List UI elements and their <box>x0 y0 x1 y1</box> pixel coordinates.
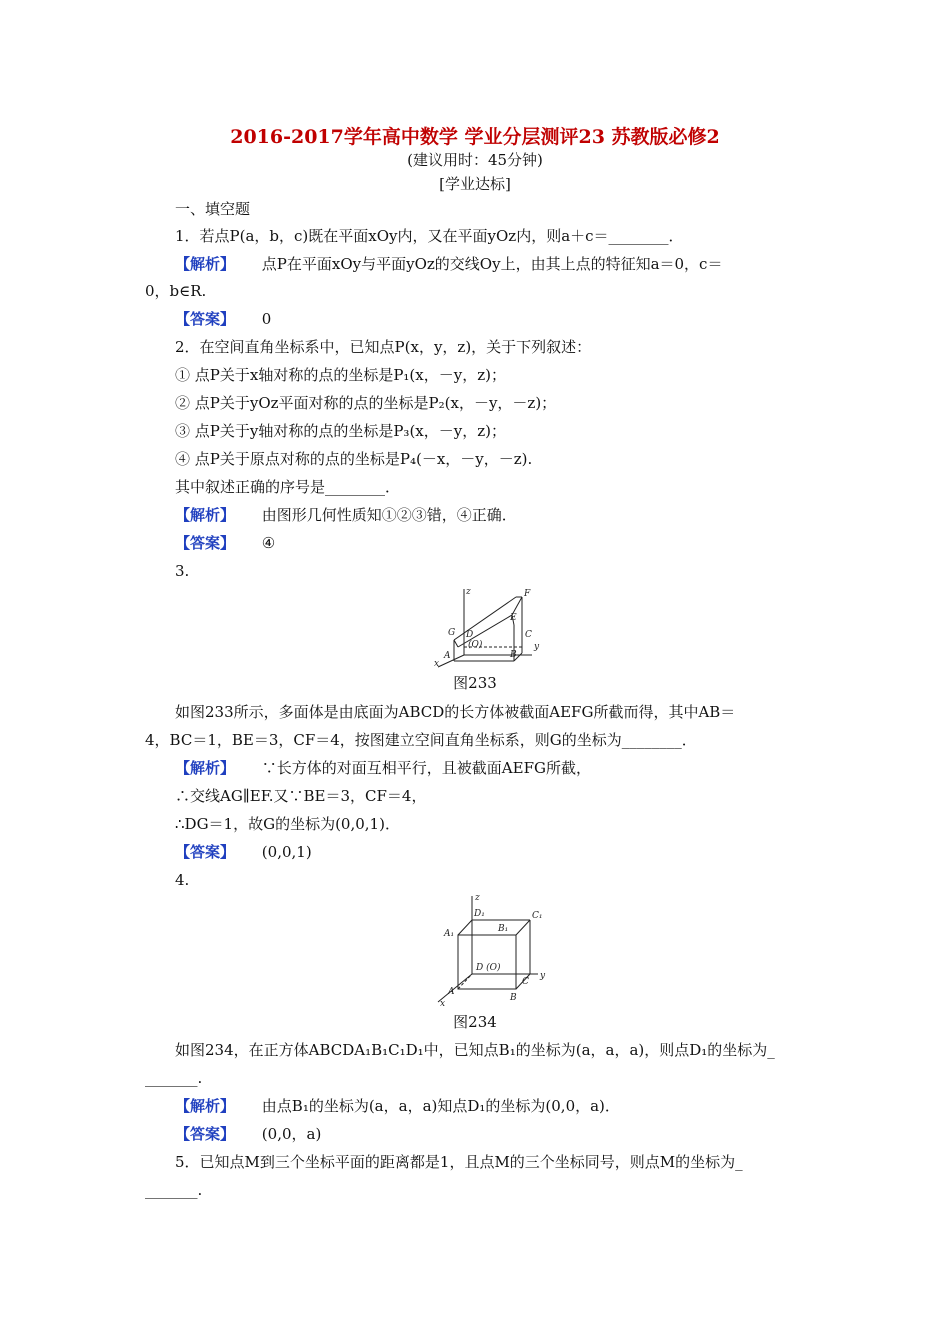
fig234-label-a1: A₁ <box>444 929 455 939</box>
q1-answer <box>175 309 271 329</box>
q5-stem-cont: _______. <box>145 1181 203 1199</box>
q3-stem: 如图233所示，多面体是由底面为ABCD的长方体被截面AEFG所截而得，其中AB＝ <box>175 703 736 721</box>
fig233-label-g: G <box>448 628 456 638</box>
fig233-label-y: y <box>534 642 540 652</box>
q1-analysis-cont: 0，b∈R. <box>145 282 207 300</box>
q4-analysis-text: 由点B₁的坐标为(a，a，a)知点D₁的坐标为(0,0，a)． <box>261 1097 620 1115</box>
q4-number: 4. <box>175 871 190 889</box>
answer-tag: 【答案】 <box>175 534 236 552</box>
fig233-label-z: z <box>466 587 471 597</box>
fig233-label-e: E <box>510 613 517 623</box>
q5-stem: 5．已知点M到三个坐标平面的距离都是1，且点M的三个坐标同号，则点M的坐标为_ <box>175 1153 743 1171</box>
q4-answer-text: (0,0，a) <box>261 1125 322 1143</box>
fig233-label-b: B <box>510 650 517 660</box>
fig234-label-z: z <box>475 893 480 903</box>
fig234-label-b1: B₁ <box>498 924 509 934</box>
page-title: 2016-2017学年高中数学 学业分层测评23 苏教版必修2 <box>230 126 720 148</box>
fig234-label-x: x <box>440 999 446 1008</box>
q2-answer <box>175 533 275 553</box>
x-axis <box>438 974 472 1002</box>
figure-234 <box>432 890 552 1008</box>
fig234-label-d-o: D (O) <box>476 963 501 973</box>
time-note: (建议用时：45分钟) <box>407 151 543 169</box>
q1-analysis <box>175 254 722 274</box>
q1-stem: 1．若点P(a，b，c)既在平面xOy内，又在平面yOz内，则a＋c＝________． <box>175 227 684 245</box>
q3-analysis <box>175 758 591 778</box>
q2-item-3: ③ 点P关于y轴对称的点的坐标是P₃(x，－y，z)； <box>175 422 506 440</box>
analysis-tag: 【解析】 <box>175 759 236 777</box>
answer-tag: 【答案】 <box>175 1125 236 1143</box>
q3-answer-text: (0,0,1) <box>261 843 312 861</box>
fig233-label-x: x <box>434 659 440 669</box>
q2-ask: 其中叙述正确的序号是________． <box>175 478 401 496</box>
q4-analysis <box>175 1096 620 1116</box>
part-heading: 一、填空题 <box>175 200 251 218</box>
fig234-label-d1: D₁ <box>474 909 485 919</box>
fig234-label-y: y <box>540 971 546 981</box>
q3-number: 3. <box>175 562 190 580</box>
q2-item-4: ④ 点P关于原点对称的点的坐标是P₄(－x，－y，－z). <box>175 450 533 468</box>
fig233-label-c: C <box>525 630 532 640</box>
q3-analysis-text: ∵长方体的对面互相平行，且被截面AEFG所截， <box>261 759 591 777</box>
answer-tag: 【答案】 <box>175 843 236 861</box>
fig234-label-b: B <box>510 993 517 1003</box>
q3-answer <box>175 842 312 862</box>
answer-tag: 【答案】 <box>175 310 236 328</box>
fig233-label-d: D <box>466 630 474 640</box>
figure-233 <box>428 585 558 670</box>
q3-analysis-line3: ∴DG＝1，故G的坐标为(0,0,1)． <box>175 815 400 833</box>
q2-analysis <box>175 505 517 525</box>
q3-analysis-line2: ∴交线AG∥EF.又∵BE＝3，CF＝4， <box>175 787 427 805</box>
fig233-label-f: F <box>524 589 531 599</box>
q1-answer-text: 0 <box>261 310 272 328</box>
fig234-label-a: A <box>448 987 455 997</box>
q2-analysis-text: 由图形几何性质知①②③错，④正确． <box>261 506 517 524</box>
analysis-tag: 【解析】 <box>175 1097 236 1115</box>
fig233-label-a: A <box>444 651 451 661</box>
section-label: [学业达标] <box>439 175 511 193</box>
fig233-label-o: (O) <box>468 640 483 650</box>
q4-answer <box>175 1124 321 1144</box>
figure-233-caption: 图233 <box>453 674 497 692</box>
fig234-label-c1: C₁ <box>532 911 543 921</box>
q1-analysis-text: 点P在平面xOy与平面yOz的交线Oy上，由其上点的特征知a＝0，c＝ <box>261 255 723 273</box>
q2-item-1: ① 点P关于x轴对称的点的坐标是P₁(x，－y，z)； <box>175 366 506 384</box>
q2-answer-text: ④ <box>261 534 276 552</box>
analysis-tag: 【解析】 <box>175 255 236 273</box>
fig234-label-c: C <box>522 977 529 987</box>
q4-stem: 如图234，在正方体ABCDA₁B₁C₁D₁中，已知点B₁的坐标为(a，a，a)，则点D₁的坐标为_ <box>175 1041 775 1059</box>
figure-234-caption: 图234 <box>453 1013 497 1031</box>
q3-stem-cont: 4，BC＝1，BE＝3，CF＝4，按图建立空间直角坐标系，则G的坐标为________． <box>145 731 697 749</box>
q4-stem-cont: _______. <box>145 1069 203 1087</box>
analysis-tag: 【解析】 <box>175 506 236 524</box>
q2-item-2: ② 点P关于yOz平面对称的点的坐标是P₂(x，－y，－z)； <box>175 394 557 412</box>
q2-stem: 2．在空间直角坐标系中，已知点P(x，y，z)，关于下列叙述： <box>175 338 592 356</box>
